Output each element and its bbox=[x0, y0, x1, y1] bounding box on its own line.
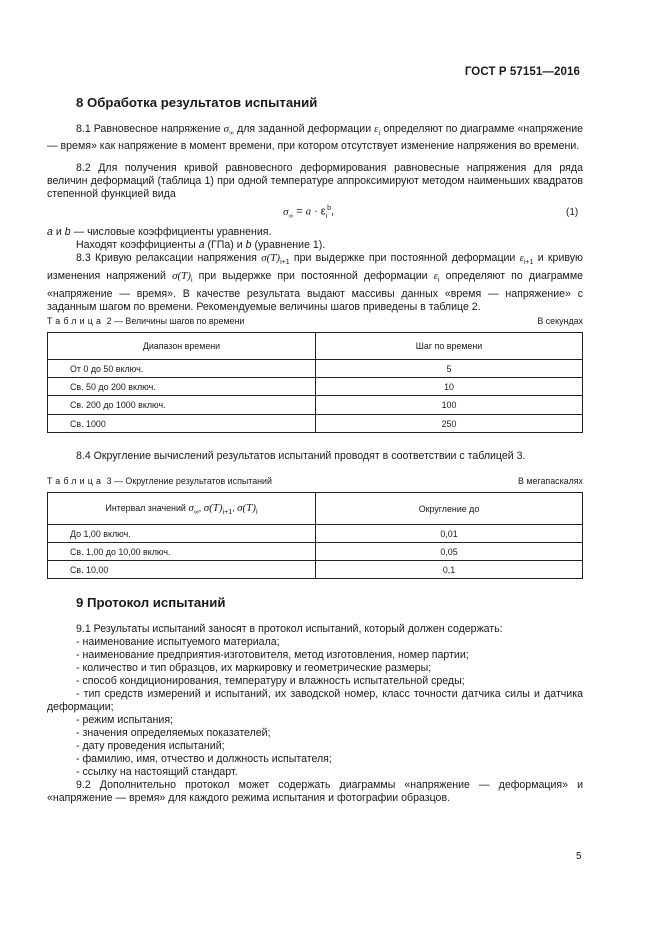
list-item: - наименование испытуемого материала; bbox=[76, 636, 280, 648]
table-header-cell: Шаг по времени bbox=[316, 333, 583, 360]
table-header-cell: Интервал значений $\sigma_\infty$, $\sigma(T)_{i+1}$, $\sigma(T)_i$ bbox=[48, 493, 316, 525]
coefficients-note: Находят коэффициенты a (ГПа) и b (уравнение 1). bbox=[76, 239, 326, 251]
list-item: - тип средств измерений и испытаний, их заводской номер, класс точности датчика силы и датчика деформации; bbox=[47, 688, 583, 713]
paragraph-9-1: 9.1 Результаты испытаний заносят в протокол испытаний, который должен содержать: bbox=[76, 623, 503, 635]
table-row: Св. 50 до 200 включ. 10 bbox=[48, 378, 583, 396]
table-2 bbox=[47, 332, 583, 433]
table-row: Св. 200 до 1000 включ. 100 bbox=[48, 396, 583, 415]
page-number: 5 bbox=[576, 851, 582, 862]
paragraph-8-4: 8.4 Округление вычислений результатов испытаний проводят в соответствии с таблицей 3. bbox=[76, 450, 526, 462]
table-row: Св. 10,00 0,1 bbox=[48, 561, 583, 579]
paragraph-8-2: 8.2 Для получения кривой равновесного деформирования равновесные напряжения для ряда величин деформаций (таблица 1) при одной температуре аппроксимируют методом наименьших квадратов степенной функцией вида bbox=[47, 162, 583, 200]
table-row: Св. 1,00 до 10,00 включ. 0,05 bbox=[48, 543, 583, 561]
table-header-row bbox=[48, 493, 583, 525]
table-header-cell: Округление до bbox=[316, 493, 583, 525]
table-2-caption: Таблица 2 — Величины шагов по времени В секундах bbox=[47, 316, 583, 326]
document-header-id: ГОСТ Р 57151—2016 bbox=[464, 66, 580, 78]
list-item: - значения определяемых показателей; bbox=[76, 727, 271, 739]
table-3-unit: В мегапаскалях bbox=[517, 476, 583, 486]
table-row: До 1,00 включ. 0,01 bbox=[48, 525, 583, 543]
formula-explanation: a и b — числовые коэффициенты уравнения. bbox=[47, 226, 272, 238]
paragraph-9-2: 9.2 Дополнительно протокол может содержать диаграммы «напряжение — деформация» и «напряжение — время» для каждого режима испытания и фотографии образцов. bbox=[47, 779, 583, 804]
section-9-title: 9 Протокол испытаний bbox=[76, 595, 226, 610]
list-item: - ссылку на настоящий стандарт. bbox=[76, 766, 238, 778]
table-header-row bbox=[48, 333, 583, 360]
table-3-caption: Таблица 3 — Округление результатов испытаний В мегапаскалях bbox=[47, 476, 583, 486]
list-item: - режим испытания; bbox=[76, 714, 174, 726]
list-item: - способ кондиционирования, температуру и влажность испытательной среды; bbox=[76, 675, 465, 687]
table-row: Св. 1000 250 bbox=[48, 415, 583, 433]
paragraph-8-1: 8.1 Равновесное напряжение $\sigma_\infty$ для заданной деформации $\varepsilon_i$ определяют по диаграмме «напряжение — время» как напряжение в момент времени, при котором отсутствует изменение напряжения во времени. bbox=[47, 123, 584, 152]
paragraph-8-3: 8.3 Кривую релаксации напряжения $\sigma(T)_{i+1}$ при выдержке при постоянной деформации $\varepsilon_{i+1}$ и кривую изменения напряжений $\sigma(T)_i$ при выдержке при постоянной деформации $\varepsilon_i$ определяют по диаграмме «напряжение — время». В качестве результата выдают массивы данных «время — напряжение» с заданным шагом по времени. Рекомендуемые величины шагов приведены в таблице 2. bbox=[47, 252, 584, 313]
table-3 bbox=[47, 492, 583, 579]
table-header-cell: Диапазон времени bbox=[48, 333, 316, 360]
formula-1: $\sigma_\infty = a \cdot \varepsilon_i^b$, bbox=[283, 205, 335, 220]
table-2-unit: В секундах bbox=[537, 316, 583, 326]
formula-number: (1) bbox=[566, 207, 579, 218]
list-item: - дату проведения испытаний; bbox=[76, 740, 225, 752]
list-item: - наименование предприятия-изготовителя, метод изготовления, номер партии; bbox=[76, 649, 469, 661]
section-8-title: 8 Обработка результатов испытаний bbox=[76, 95, 318, 110]
list-item: - количество и тип образцов, их маркировку и геометрические размеры; bbox=[76, 662, 432, 674]
table-row: От 0 до 50 включ. 5 bbox=[48, 360, 583, 378]
list-item: - фамилию, имя, отчество и должность испытателя; bbox=[76, 753, 332, 765]
